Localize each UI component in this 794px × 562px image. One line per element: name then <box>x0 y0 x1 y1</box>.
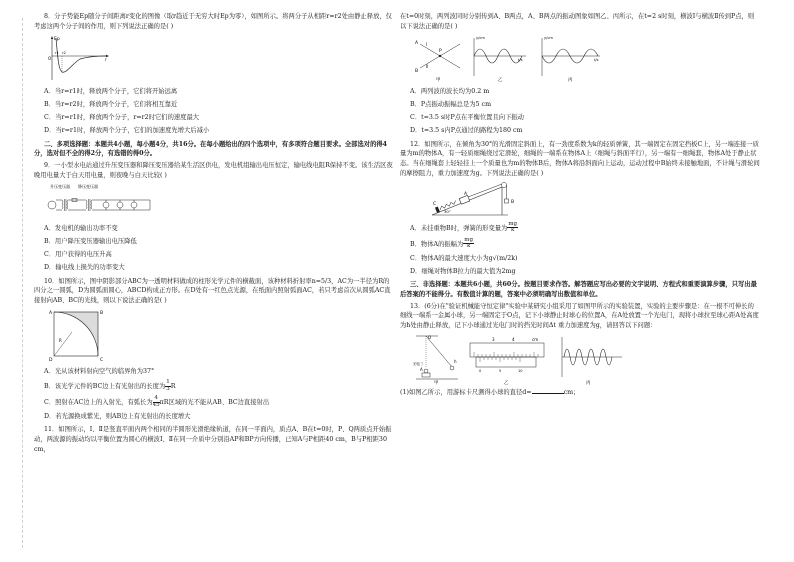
q8-option-d: D．当r=r1时，释放两个分子，它们的加速度先增大后减小 <box>44 127 210 135</box>
fig-bing-label: 丙 <box>568 77 573 83</box>
fig-bing-label: 丙 <box>586 380 591 385</box>
height-label: h <box>454 358 457 364</box>
vernier-5-label: 5 <box>499 368 502 373</box>
photogate-label: 光电门 <box>413 361 423 366</box>
t-axis-label: t/s <box>518 57 523 62</box>
left-column <box>34 12 394 557</box>
incline-spring-figure <box>428 181 524 219</box>
q10-option-c-rest: πR区域的光不能从AB、BC边直接射出 <box>159 398 270 406</box>
q11-figure <box>414 34 614 84</box>
question-10: 10．如图所示，图中阴影部分ABC为一透明材料做成的柱形光学元件的横截面，该种材料折射率n=5/3，AC为一半径为R的四分之一圆弧，D为圆弧面圆心，ABCD构成正方形。在D处有一红色点光源，在纸面内照射弧面AC，若只考虑首次从圆弧AC直接射向AB、BC的光线，则以下说法正确的是( ) <box>34 277 391 304</box>
q12-option-b-text: B．物体A的振幅为 <box>410 240 464 248</box>
scale-3-label: 3 <box>492 336 495 342</box>
q9-option-c: C．用户获得的电压升高 <box>44 251 112 258</box>
frac-den: k <box>466 243 471 250</box>
point-a-label: A <box>49 310 53 316</box>
q8-option-b: B．当r=r2时，释放两个分子，它们将相互靠近 <box>44 100 178 108</box>
q12-option-c-text: C．物体A的最大速度大小为 <box>410 254 489 262</box>
answer-blank[interactable] <box>532 388 564 394</box>
q10-option-c-text: C．照射在AC边上的入射光，有弧长为 <box>44 398 153 406</box>
question-11-continued: 在t=0时刻，两列波同时分别传到A、B两点，A、B两点的振动图象如图乙、丙所示，在t=2 s时刻，横波Ⅰ与横波Ⅱ传到P点，则以下说法正确的是( ) <box>400 13 755 30</box>
q10-option-d: D．若光源换成紫光，则AB边上有光射出的长度增大 <box>44 413 191 421</box>
step-up-label: 升压变压器 <box>50 183 70 189</box>
fraction <box>507 222 518 235</box>
vernier-0-label: 0 <box>479 368 482 373</box>
q8-option-c: C．当r=r1时，释放两个分子，r=r2时它们的速度最大 <box>44 114 200 121</box>
angle-label: 30° <box>444 208 451 214</box>
q11-option-a: A．两列波的波长均为0.2 m <box>410 87 490 95</box>
fraction <box>153 396 160 409</box>
point-b-label: B <box>100 310 104 316</box>
point-a-label: A <box>415 40 419 46</box>
q11-option-d: D．t=3.5 s内P点通过的路程为180 cm <box>410 127 523 135</box>
r2-label: r2 <box>62 49 66 55</box>
question-8: 8．分子势能Ep随分子间距离r变化的图像（取r趋近于无穷大时Ep为零），如图所示。将两分子从相距r=r2处由静止释放，仅考虑这两个分子间的作用，则下列说法正确的是( ) <box>34 13 392 30</box>
binding-line <box>22 18 28 548</box>
fraction <box>463 238 474 251</box>
point-o-label: O <box>428 334 432 340</box>
r-axis-label: r <box>105 56 107 62</box>
q10-option-b-text: B．该光学元件的BC边上有光射出的长度为 <box>44 382 166 390</box>
frac-den: 3 <box>166 385 170 392</box>
point-b-label: B <box>415 68 419 74</box>
ep-axis-label: Ep <box>54 36 60 42</box>
fig-yi-label: 乙 <box>504 380 509 385</box>
step-down-label: 降压变压器 <box>78 183 98 189</box>
q11-option-b: B．P点振动振幅总是为5 cm <box>410 100 492 108</box>
q11-option-c: C．t=3.5 s时P点在平衡位置且向下振动 <box>410 114 524 121</box>
q13-sub1-text: (1)如图乙所示，用游标卡尺测得小球的直径d= <box>400 388 532 396</box>
frac-num: mg <box>508 220 518 227</box>
y-axis-label: y/cm <box>476 35 485 40</box>
right-column <box>400 12 760 557</box>
radius-label: R <box>59 337 62 343</box>
vernier-10-label: 10 <box>518 368 523 373</box>
point-d-label: D <box>49 357 53 363</box>
frac-num: mg <box>464 236 474 243</box>
q10-option-a: A．光从该材料射向空气的临界角为37° <box>44 367 155 375</box>
q10-option-c <box>34 396 394 409</box>
q10-option-b-unit: R <box>170 382 176 390</box>
q10-figure <box>46 308 106 364</box>
fig-jia-label: 甲 <box>434 380 439 385</box>
wave-figures <box>414 34 614 84</box>
section-3-heading: 三、非选择题：本题共6小题，共60分。按题目要求作答。解答题应写出必要的文字说明、方程式和重要演算步骤，只写出最后答案的不能得分。有数值计算的题，答案中必须明确写出数值和单位。 <box>400 281 757 298</box>
main-scale-ticks <box>474 352 538 357</box>
point-c-label: C <box>100 357 104 363</box>
q8-figure <box>46 34 110 84</box>
vernier-ticks <box>480 357 520 362</box>
q8-option-a: A．当r=r1时，释放两个分子，它们将开始远离 <box>44 87 178 95</box>
point-p-label: P <box>439 48 442 54</box>
point-c-label: C <box>433 201 437 207</box>
wave-2-label: Ⅱ <box>426 63 428 69</box>
transformer-circuit <box>46 183 156 221</box>
wave-1-label: Ⅰ <box>426 41 428 47</box>
scale-4-label: 4 <box>512 336 515 342</box>
section-2-heading: 二、多项选择题：本题共4小题，每小题4分，共16分。在每小题给出的四个选项中，有多项符合题目要求。全部选对的得4分，选对但不全的得2分，有选错的得0分。 <box>34 140 388 158</box>
question-11: 11．如图所示，Ⅰ、Ⅱ是竖直平面内两个相同的半圆形光滑绝缘轨道，在同一平面内，质点A、B在t=0时，P、Q两质点开始振动，两波源的振动均以平衡位置为圆心的横波Ⅰ、Ⅱ在同一介质中分别沿AP和BP方向传播，已知A与P相距40 cm，B与P相距30 cm， <box>34 426 392 453</box>
point-a-label: A <box>464 191 468 197</box>
question-12: 12．如图所示，在倾角为30°的光滑固定斜面上，有一劲度系数为k的轻质弹簧，其一端固定在固定挡板C上，另一端连接一质量为m的物体A，有一轻质细绳绕过定滑轮，细绳的一端系在物体A上（细绳与斜面平行），另一端有一细绳套，物体A处于静止状态。当在细绳套上轻轻挂上一个质量也为m的物体B后，物体A将沿斜面向上运动，运动过程中B始终未接触地面，不计绳与滑轮间的摩擦阻力，重力加速度为g。下列说法正确的是( ) <box>400 140 760 177</box>
question-9: 9．一小型水电站通过升压变压器和降压变压器给某生活区供电，发电机组输出电压恒定，输电线电阻R保持不变。该生活区夜晚用电量大于白天用电量，则夜晚与白天比较( ) <box>34 162 393 179</box>
origin-label: O <box>48 55 52 61</box>
q12-option-c-value: g√(m/2k) <box>488 254 518 262</box>
q12-option-a <box>400 222 760 235</box>
frac-num: 1 <box>166 379 170 385</box>
q13-figure <box>412 333 632 385</box>
frac-den: k <box>511 227 515 234</box>
t-axis-label: t/s <box>594 57 599 62</box>
quarter-circle-element <box>46 308 106 364</box>
y-axis-label: y/cm <box>544 35 553 40</box>
frac-den: 45 <box>152 401 160 408</box>
q12-option-a-text: A．未挂重物B时，弹簧的形变量为 <box>410 224 508 232</box>
q12-option-c <box>400 254 760 264</box>
point-b-label: B <box>511 199 515 205</box>
pendulum-experiment-figures <box>412 333 632 385</box>
q12-figure <box>428 181 524 219</box>
fig-yi-label: 乙 <box>498 77 503 83</box>
q9-option-b: B．用户降压变压器输出电压降低 <box>44 237 137 245</box>
point-a-label: A <box>420 366 423 372</box>
q12-option-b <box>400 238 760 251</box>
q12-option-d: D．细绳对物体B拉力的最大值为2mg <box>410 267 516 275</box>
scale-unit-label: cm <box>532 336 539 342</box>
q13-subquestion-1 <box>400 388 760 398</box>
frac-num: 4 <box>154 395 158 402</box>
q9-option-a: A．发电机的输出功率不变 <box>44 224 118 232</box>
question-13: 13．(6分)在"验证机械能守恒定律"实验中某研究小组采用了如图甲所示的实验装置，实验的主要步骤是：在一根不可伸长的细线一端系一金属小球，另一端固定于O点，记下小球静止时球心的位置A，在A处放置一个光电门，现将小球拉至球心距A处高度为h处由静止释放，记下小球通过光电门时的挡光时间Δt 重力加速度为g，请回答以下问题： <box>400 302 759 330</box>
q10-option-b <box>34 380 394 393</box>
q13-sub1-unit: cm； <box>563 388 580 396</box>
ep-r-graph <box>46 34 110 84</box>
fig-jia-label: 甲 <box>436 77 441 83</box>
q9-figure <box>46 183 156 221</box>
r1-label: r1 <box>55 49 59 55</box>
q9-option-d: D．输电线上损失的功率变大 <box>44 264 125 272</box>
